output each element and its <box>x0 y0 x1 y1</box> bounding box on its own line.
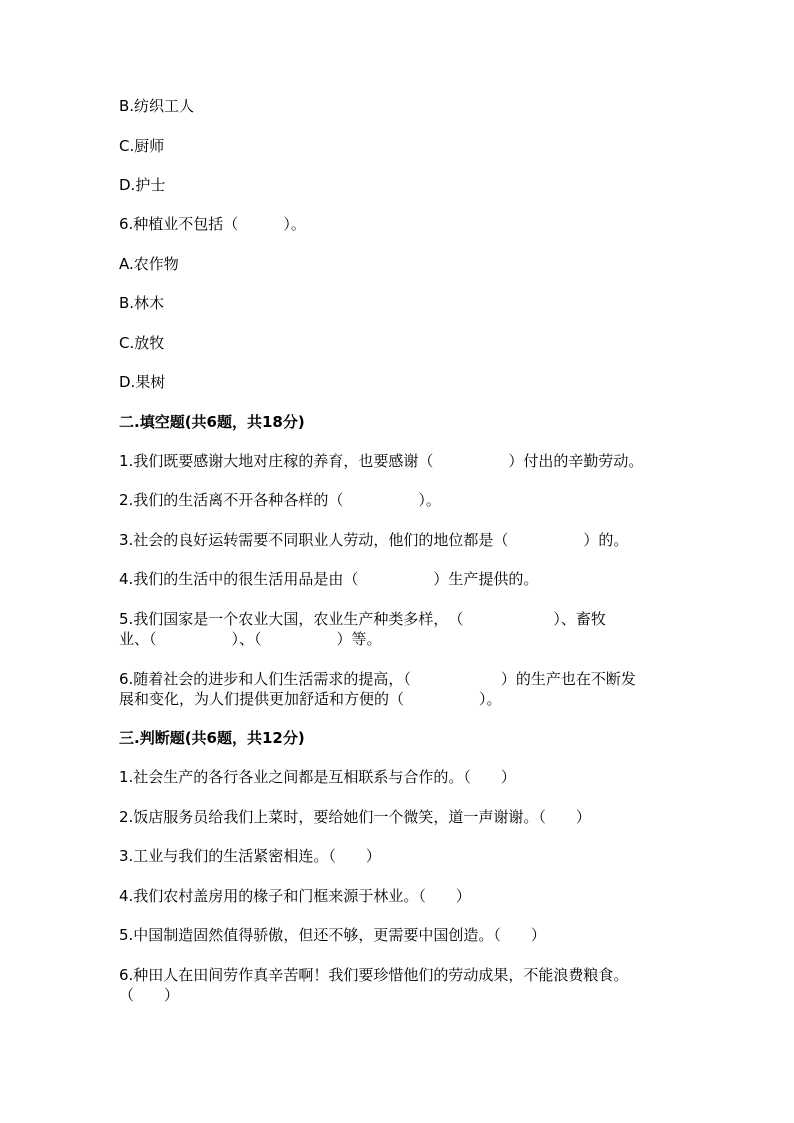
fill-q6-line2: 展和变化，为人们提供更加舒适和方便的（ ）。 <box>119 690 502 708</box>
fill-q3: 3.社会的良好运转需要不同职业人劳动，他们的地位都是（ ）的。 <box>119 531 629 549</box>
judge-q6-line1: 6.种田人在田间劳作真辛苦啊！我们要珍惜他们的劳动成果，不能浪费粮食。 <box>119 966 629 984</box>
judge-q1: 1.社会生产的各行各业之间都是互相联系与合作的。（ ） <box>119 768 516 786</box>
q6-stem: 6.种植业不包括（ ）。 <box>119 215 306 233</box>
section2-heading: 二.填空题(共6题，共18分) <box>119 413 305 431</box>
judge-q5: 5.中国制造固然值得骄傲，但还不够，更需要中国创造。（ ） <box>119 926 546 944</box>
judge-q4: 4.我们农村盖房用的椽子和门框来源于林业。（ ） <box>119 887 471 905</box>
fill-q6-line1: 6.随着社会的进步和人们生活需求的提高，（ ）的生产也在不断发 <box>119 670 636 688</box>
fill-q5-line1: 5.我们国家是一个农业大国，农业生产种类多样， （ ）、畜牧 <box>119 610 606 628</box>
q5-option-b: B.纺织工人 <box>119 97 195 115</box>
fill-q2: 2.我们的生活离不开各种各样的（ ）。 <box>119 491 441 509</box>
q5-option-c: C.厨师 <box>119 137 165 155</box>
section3-heading: 三.判断题(共6题，共12分) <box>119 729 305 747</box>
q5-option-d: D.护士 <box>119 176 166 194</box>
q6-option-b: B.林木 <box>119 294 165 312</box>
q6-option-d: D.果树 <box>119 373 166 391</box>
fill-q1: 1.我们既要感谢大地对庄稼的养育，也要感谢（ ）付出的辛勤劳动。 <box>119 452 644 470</box>
judge-q2: 2.饭店服务员给我们上菜时，要给她们一个微笑，道一声谢谢。（ ） <box>119 808 591 826</box>
fill-q5-line2: 业、（ ）、（ ）等。 <box>119 630 382 648</box>
fill-q4: 4.我们的生活中的很生活用品是由（ ）生产提供的。 <box>119 570 539 588</box>
judge-q3: 3.工业与我们的生活紧密相连。（ ） <box>119 847 381 865</box>
q6-option-a: A.农作物 <box>119 255 179 273</box>
q6-option-c: C.放牧 <box>119 334 165 352</box>
judge-q6-line2: （ ） <box>119 986 180 1004</box>
